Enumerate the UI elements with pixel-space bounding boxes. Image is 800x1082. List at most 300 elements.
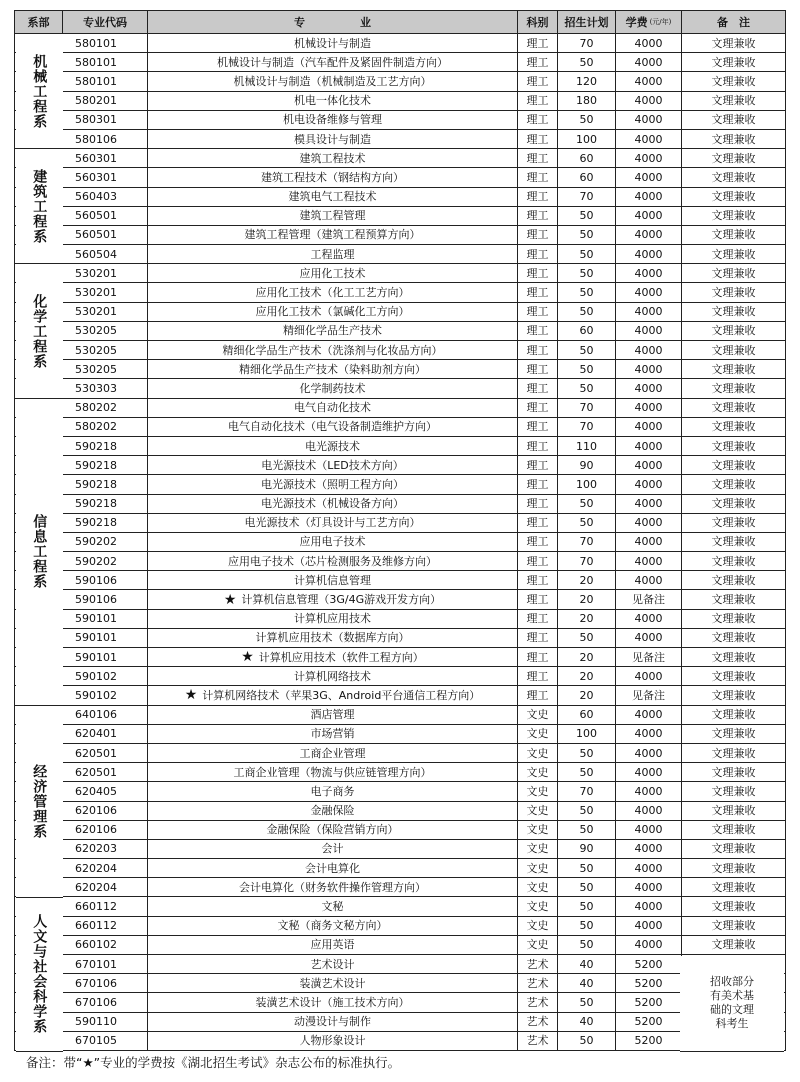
table-row xyxy=(14,53,786,72)
fee-cell: 4000 xyxy=(616,34,682,52)
table-row xyxy=(14,92,786,111)
name-cell xyxy=(148,706,518,724)
major-name: 电光源技术（LED技术方向） xyxy=(261,458,404,472)
fee-cell: 4000 xyxy=(616,802,682,820)
major-name: 工程监理 xyxy=(310,247,355,261)
name-cell xyxy=(148,130,518,148)
plan-cell: 60 xyxy=(558,149,616,167)
name-cell xyxy=(148,744,518,762)
code-cell: 590106 xyxy=(63,590,148,608)
name-cell xyxy=(148,303,518,321)
plan-cell: 180 xyxy=(558,92,616,110)
category-cell: 理工 xyxy=(518,533,558,551)
major-name: 动漫设计与制作 xyxy=(294,1015,371,1029)
category-cell: 文史 xyxy=(518,936,558,954)
code-cell: 590218 xyxy=(63,475,148,493)
fee-cell: 4000 xyxy=(616,111,682,129)
code-cell: 590102 xyxy=(63,667,148,685)
code-cell: 590101 xyxy=(63,610,148,628)
name-cell xyxy=(148,782,518,800)
category-cell: 艺术 xyxy=(518,955,558,973)
table-row xyxy=(14,993,786,1012)
plan-cell: 50 xyxy=(558,1032,616,1050)
major-name: 化学制药技术 xyxy=(299,381,366,395)
name-cell xyxy=(148,533,518,551)
name-cell xyxy=(148,974,518,992)
major-name: 计算机网络技术 xyxy=(294,669,371,683)
header-plan: 招生计划 xyxy=(558,11,616,33)
plan-cell: 50 xyxy=(558,878,616,896)
plan-cell: 50 xyxy=(558,763,616,781)
code-cell: 620405 xyxy=(63,782,148,800)
fee-cell: 4000 xyxy=(616,341,682,359)
major-name: 计算机信息管理（3G/4G游戏开发方向） xyxy=(241,593,442,607)
plan-cell: 20 xyxy=(558,686,616,704)
major-name: 市场营销 xyxy=(310,727,355,741)
table-row xyxy=(14,245,786,264)
header-category: 科别 xyxy=(518,11,558,33)
table-row xyxy=(14,130,786,149)
plan-cell: 20 xyxy=(558,571,616,589)
code-cell: 560301 xyxy=(63,168,148,186)
category-cell: 理工 xyxy=(518,495,558,513)
category-cell: 理工 xyxy=(518,610,558,628)
category-cell: 文史 xyxy=(518,744,558,762)
name-cell xyxy=(148,878,518,896)
note-cell: 文理兼收 xyxy=(682,859,786,877)
name-cell xyxy=(148,418,518,436)
department-cell xyxy=(16,706,64,898)
department-name: 化学工程系 xyxy=(31,293,48,369)
plan-cell: 50 xyxy=(558,379,616,397)
name-cell xyxy=(148,53,518,71)
fee-cell: 4000 xyxy=(616,763,682,781)
fee-cell: 5200 xyxy=(616,974,682,992)
fee-cell: 4000 xyxy=(616,552,682,570)
fee-cell: 4000 xyxy=(616,706,682,724)
major-name: 电子商务 xyxy=(310,784,355,798)
note-cell: 文理兼收 xyxy=(682,629,786,647)
name-cell xyxy=(148,437,518,455)
category-cell: 文史 xyxy=(518,859,558,877)
category-cell: 文史 xyxy=(518,840,558,858)
department-cell xyxy=(16,149,64,264)
table-row xyxy=(14,456,786,475)
fee-cell: 4000 xyxy=(616,936,682,954)
major-name: 精细化学品生产技术 xyxy=(283,324,382,338)
major-name: 建筑工程管理 xyxy=(299,209,366,223)
category-cell: 文史 xyxy=(518,763,558,781)
name-cell xyxy=(148,667,518,685)
note-cell: 文理兼收 xyxy=(682,322,786,340)
fee-cell: 4000 xyxy=(616,264,682,282)
major-name: 文秘 xyxy=(321,900,344,914)
fee-cell: 4000 xyxy=(616,130,682,148)
table-row xyxy=(14,878,786,897)
category-cell: 文史 xyxy=(518,782,558,800)
note-cell: 文理兼收 xyxy=(682,34,786,52)
name-cell xyxy=(148,207,518,225)
table-row xyxy=(14,629,786,648)
major-name: 电光源技术（照明工程方向） xyxy=(261,477,404,491)
note-cell: 文理兼收 xyxy=(682,53,786,71)
department-cell xyxy=(16,264,64,398)
category-cell: 理工 xyxy=(518,360,558,378)
category-cell: 文史 xyxy=(518,897,558,915)
category-cell: 理工 xyxy=(518,245,558,263)
code-cell: 560301 xyxy=(63,149,148,167)
table-row xyxy=(14,437,786,456)
plan-cell: 50 xyxy=(558,821,616,839)
plan-cell: 50 xyxy=(558,245,616,263)
note-cell: 文理兼收 xyxy=(682,111,786,129)
major-name: 工商企业管理 xyxy=(299,746,366,760)
code-cell: 620204 xyxy=(63,878,148,896)
name-cell xyxy=(148,763,518,781)
major-name: 建筑工程技术（钢结构方向） xyxy=(261,170,404,184)
major-name: 文秘（商务文秘方向） xyxy=(277,919,388,933)
fee-cell: 4000 xyxy=(616,92,682,110)
name-cell xyxy=(148,514,518,532)
fee-cell: 见备注 xyxy=(616,590,682,608)
plan-cell: 70 xyxy=(558,552,616,570)
name-cell xyxy=(148,245,518,263)
fee-cell: 5200 xyxy=(616,993,682,1011)
plan-cell: 70 xyxy=(558,418,616,436)
note-cell: 文理兼收 xyxy=(682,917,786,935)
major-name: 应用英语 xyxy=(310,938,355,952)
code-cell: 580301 xyxy=(63,111,148,129)
code-cell: 620106 xyxy=(63,802,148,820)
name-cell xyxy=(148,456,518,474)
fee-cell: 4000 xyxy=(616,475,682,493)
plan-cell: 50 xyxy=(558,802,616,820)
code-cell: 590218 xyxy=(63,495,148,513)
header-fee-label: 学费 xyxy=(625,15,648,29)
table-row xyxy=(14,706,786,725)
name-cell xyxy=(148,475,518,493)
note-cell: 文理兼收 xyxy=(682,667,786,685)
table-row xyxy=(14,111,786,130)
category-cell: 理工 xyxy=(518,72,558,90)
major-name: 机械设计与制造 xyxy=(294,36,371,50)
note-cell: 文理兼收 xyxy=(682,610,786,628)
fee-cell: 4000 xyxy=(616,917,682,935)
fee-cell: 4000 xyxy=(616,821,682,839)
note-cell: 文理兼收 xyxy=(682,686,786,704)
table-row xyxy=(14,917,786,936)
category-cell: 文史 xyxy=(518,917,558,935)
note-cell: 文理兼收 xyxy=(682,840,786,858)
major-name: 装潢艺术设计（施工技术方向） xyxy=(255,995,410,1009)
note-cell: 文理兼收 xyxy=(682,744,786,762)
major-name: 电气自动化技术（电气设备制造维护方向） xyxy=(228,420,437,434)
plan-cell: 90 xyxy=(558,840,616,858)
note-cell: 文理兼收 xyxy=(682,226,786,244)
note-cell: 文理兼收 xyxy=(682,245,786,263)
plan-cell: 100 xyxy=(558,475,616,493)
note-cell: 文理兼收 xyxy=(682,802,786,820)
category-cell: 理工 xyxy=(518,514,558,532)
code-cell: 580201 xyxy=(63,92,148,110)
fee-cell: 5200 xyxy=(616,1032,682,1050)
header-dept: 系部 xyxy=(14,11,63,33)
name-cell xyxy=(148,92,518,110)
table-row xyxy=(14,744,786,763)
table-row xyxy=(14,533,786,552)
note-cell: 文理兼收 xyxy=(682,207,786,225)
name-cell xyxy=(148,552,518,570)
header-note: 备 注 xyxy=(682,11,786,33)
name-cell xyxy=(148,840,518,858)
note-cell: 文理兼收 xyxy=(682,283,786,301)
code-cell: 560501 xyxy=(63,207,148,225)
plan-cell: 50 xyxy=(558,514,616,532)
plan-cell: 50 xyxy=(558,341,616,359)
code-cell: 640106 xyxy=(63,706,148,724)
plan-cell: 50 xyxy=(558,283,616,301)
table-row xyxy=(14,283,786,302)
major-name: 电光源技术（灯具设计与工艺方向） xyxy=(244,516,421,530)
table-row xyxy=(14,974,786,993)
category-cell: 理工 xyxy=(518,399,558,417)
fee-cell: 4000 xyxy=(616,571,682,589)
code-cell: 670106 xyxy=(63,974,148,992)
code-cell: 530201 xyxy=(63,303,148,321)
plan-cell: 120 xyxy=(558,72,616,90)
plan-cell: 70 xyxy=(558,188,616,206)
major-name: 应用化工技术（化工工艺方向） xyxy=(255,286,410,300)
note-cell: 文理兼收 xyxy=(682,878,786,896)
table-row xyxy=(14,72,786,91)
plan-cell: 50 xyxy=(558,226,616,244)
category-cell: 理工 xyxy=(518,149,558,167)
note-cell: 文理兼收 xyxy=(682,188,786,206)
plan-cell: 50 xyxy=(558,897,616,915)
name-cell xyxy=(148,802,518,820)
name-cell xyxy=(148,149,518,167)
name-cell xyxy=(148,590,518,608)
category-cell: 理工 xyxy=(518,92,558,110)
name-cell xyxy=(148,360,518,378)
note-cell: 文理兼收 xyxy=(682,590,786,608)
major-name: 计算机应用技术（软件工程方向） xyxy=(258,650,424,664)
department-name: 机械工程系 xyxy=(31,53,48,129)
plan-cell: 40 xyxy=(558,955,616,973)
code-cell: 660112 xyxy=(63,897,148,915)
note-cell: 文理兼收 xyxy=(682,514,786,532)
plan-cell: 100 xyxy=(558,130,616,148)
fee-cell: 4000 xyxy=(616,437,682,455)
code-cell: 620106 xyxy=(63,821,148,839)
plan-cell: 20 xyxy=(558,667,616,685)
footnote: 备注：带“★”专业的学费按《湖北招生考试》杂志公布的标准执行。 xyxy=(26,1055,401,1070)
enrollment-table xyxy=(14,10,786,1051)
fee-cell: 4000 xyxy=(616,283,682,301)
code-cell: 530201 xyxy=(63,264,148,282)
major-name: 金融保险 xyxy=(310,804,355,818)
category-cell: 理工 xyxy=(518,667,558,685)
name-cell xyxy=(148,859,518,877)
name-cell xyxy=(148,72,518,90)
plan-cell: 50 xyxy=(558,936,616,954)
major-name: 金融保险（保险营销方向） xyxy=(266,823,399,837)
name-cell xyxy=(148,993,518,1011)
category-cell: 理工 xyxy=(518,418,558,436)
name-cell xyxy=(148,341,518,359)
major-name: 机电一体化技术 xyxy=(294,94,371,108)
code-cell: 590102 xyxy=(63,686,148,704)
fee-cell: 4000 xyxy=(616,53,682,71)
note-cell: 文理兼收 xyxy=(682,897,786,915)
code-cell: 530303 xyxy=(63,379,148,397)
plan-cell: 50 xyxy=(558,264,616,282)
department-name: 人文与社会科学系 xyxy=(31,914,48,1035)
code-cell: 530205 xyxy=(63,341,148,359)
name-cell xyxy=(148,610,518,628)
fee-cell: 见备注 xyxy=(616,686,682,704)
category-cell: 理工 xyxy=(518,648,558,666)
code-cell: 620204 xyxy=(63,859,148,877)
major-name: 应用电子技术 xyxy=(299,535,366,549)
plan-cell: 50 xyxy=(558,53,616,71)
major-name: 应用化工技术 xyxy=(299,266,366,280)
fee-cell: 4000 xyxy=(616,418,682,436)
code-cell: 620401 xyxy=(63,725,148,743)
table-row xyxy=(14,360,786,379)
code-cell: 590101 xyxy=(63,629,148,647)
fee-cell: 4000 xyxy=(616,72,682,90)
plan-cell: 50 xyxy=(558,207,616,225)
fee-cell: 4000 xyxy=(616,456,682,474)
category-cell: 文史 xyxy=(518,725,558,743)
category-cell: 理工 xyxy=(518,437,558,455)
category-cell: 文史 xyxy=(518,821,558,839)
fee-cell: 4000 xyxy=(616,514,682,532)
art-note-text: 招收部分有美术基础的文理科考生 xyxy=(710,975,754,1031)
code-cell: 670105 xyxy=(63,1032,148,1050)
plan-cell: 70 xyxy=(558,34,616,52)
name-cell xyxy=(148,955,518,973)
header-fee-unit: (元/年) xyxy=(649,17,672,26)
table-row xyxy=(14,514,786,533)
star-mark: ★ xyxy=(241,649,254,666)
note-cell: 文理兼收 xyxy=(682,533,786,551)
plan-cell: 20 xyxy=(558,648,616,666)
fee-cell: 5200 xyxy=(616,1013,682,1031)
name-cell xyxy=(148,264,518,282)
fee-cell: 4000 xyxy=(616,840,682,858)
header-name: 专 业 xyxy=(148,11,518,33)
major-name: 会计 xyxy=(321,842,344,856)
plan-cell: 60 xyxy=(558,322,616,340)
note-cell: 文理兼收 xyxy=(682,379,786,397)
major-name: 建筑工程技术 xyxy=(299,151,366,165)
name-cell xyxy=(148,936,518,954)
note-cell: 文理兼收 xyxy=(682,341,786,359)
fee-cell: 4000 xyxy=(616,168,682,186)
plan-cell: 50 xyxy=(558,917,616,935)
code-cell: 580202 xyxy=(63,399,148,417)
plan-cell: 70 xyxy=(558,399,616,417)
category-cell: 艺术 xyxy=(518,1013,558,1031)
major-name: 人物形象设计 xyxy=(299,1034,366,1048)
major-name: 机械设计与制造（汽车配件及紧固件制造方向） xyxy=(217,55,448,69)
art-note-cell xyxy=(680,956,784,1052)
plan-cell: 70 xyxy=(558,533,616,551)
major-name: 机电设备维修与管理 xyxy=(283,113,382,127)
department-cell xyxy=(16,34,64,149)
code-cell: 560403 xyxy=(63,188,148,206)
category-cell: 理工 xyxy=(518,475,558,493)
code-cell: 590202 xyxy=(63,533,148,551)
fee-cell: 4000 xyxy=(616,878,682,896)
note-cell: 文理兼收 xyxy=(682,936,786,954)
category-cell: 艺术 xyxy=(518,974,558,992)
name-cell xyxy=(148,917,518,935)
code-cell: 590218 xyxy=(63,514,148,532)
fee-cell: 4000 xyxy=(616,245,682,263)
plan-cell: 60 xyxy=(558,706,616,724)
department-name: 建筑工程系 xyxy=(31,168,48,244)
fee-cell: 4000 xyxy=(616,322,682,340)
note-cell: 文理兼收 xyxy=(682,552,786,570)
code-cell: 590218 xyxy=(63,437,148,455)
major-name: 工商企业管理（物流与供应链管理方向） xyxy=(233,765,432,779)
name-cell xyxy=(148,648,518,666)
code-cell: 590202 xyxy=(63,552,148,570)
category-cell: 理工 xyxy=(518,571,558,589)
fee-cell: 4000 xyxy=(616,610,682,628)
table-row xyxy=(14,955,786,974)
plan-cell: 90 xyxy=(558,456,616,474)
name-cell xyxy=(148,495,518,513)
fee-cell: 5200 xyxy=(616,955,682,973)
header-code: 专业代码 xyxy=(63,11,148,33)
name-cell xyxy=(148,1013,518,1031)
table-row xyxy=(14,763,786,782)
code-cell: 560501 xyxy=(63,226,148,244)
table-row xyxy=(14,840,786,859)
note-cell: 文理兼收 xyxy=(682,399,786,417)
note-cell: 文理兼收 xyxy=(682,456,786,474)
note-cell: 文理兼收 xyxy=(682,571,786,589)
note-cell: 文理兼收 xyxy=(682,782,786,800)
table-row xyxy=(14,379,786,398)
table-row xyxy=(14,648,786,667)
category-cell: 理工 xyxy=(518,168,558,186)
fee-cell: 4000 xyxy=(616,667,682,685)
fee-cell: 4000 xyxy=(616,495,682,513)
name-cell xyxy=(148,399,518,417)
table-row xyxy=(14,495,786,514)
category-cell: 文史 xyxy=(518,706,558,724)
table-row xyxy=(14,168,786,187)
category-cell: 理工 xyxy=(518,379,558,397)
note-cell: 文理兼收 xyxy=(682,475,786,493)
table-row xyxy=(14,686,786,705)
category-cell: 理工 xyxy=(518,322,558,340)
table-row xyxy=(14,1032,786,1051)
code-cell: 580106 xyxy=(63,130,148,148)
department-name: 信息工程系 xyxy=(31,514,48,590)
table-row xyxy=(14,1013,786,1032)
table-row xyxy=(14,725,786,744)
major-name: 精细化学品生产技术（染料助剂方向） xyxy=(239,362,426,376)
major-name: 会计电算化 xyxy=(305,861,360,875)
major-name: 精细化学品生产技术（洗涤剂与化妆品方向） xyxy=(222,343,443,357)
fee-cell: 见备注 xyxy=(616,648,682,666)
